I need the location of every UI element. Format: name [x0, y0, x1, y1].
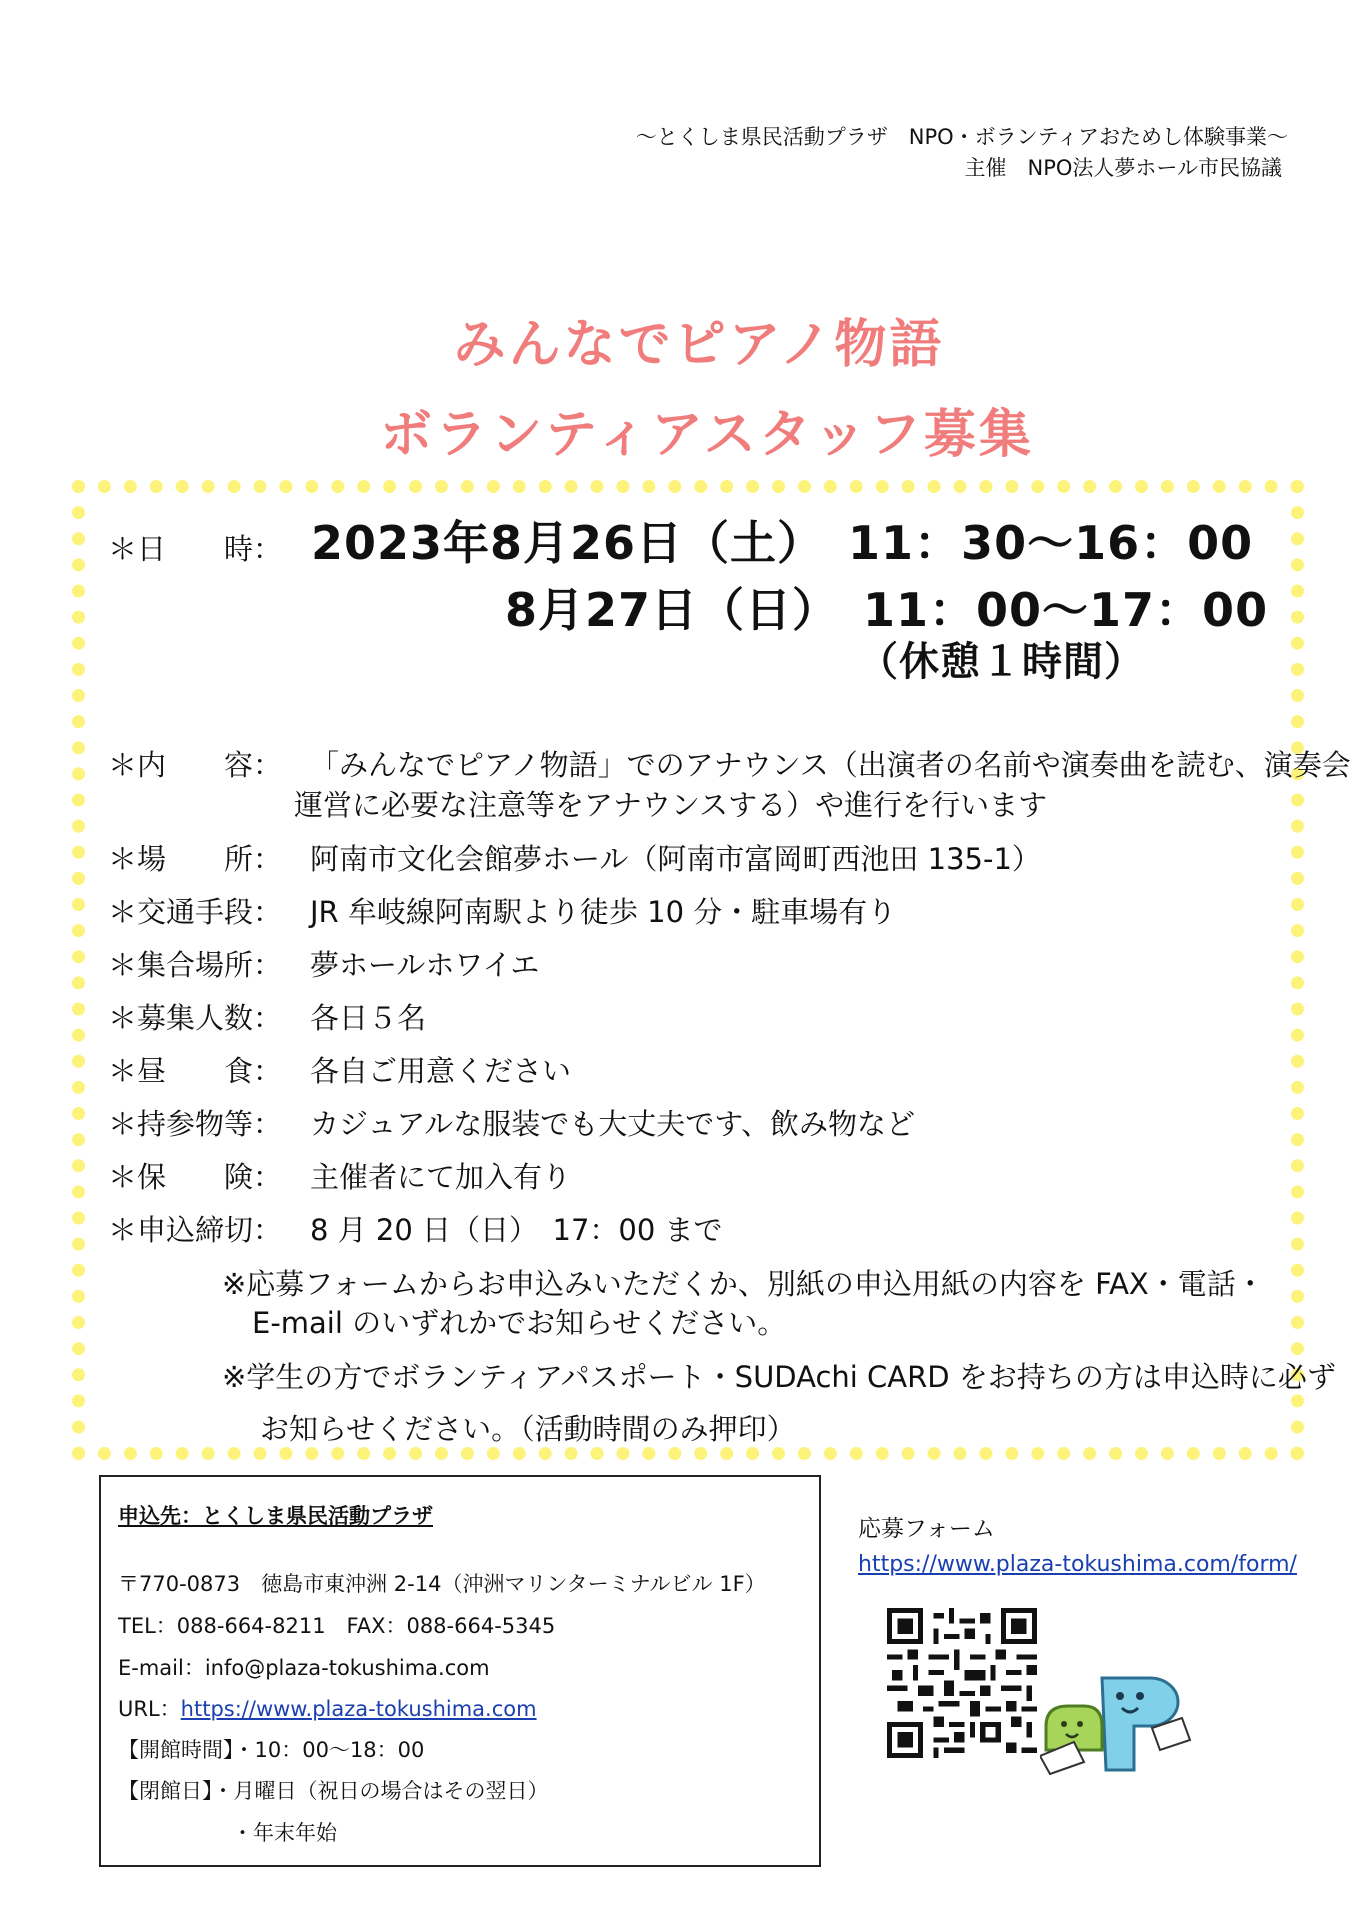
mascot-illustration	[1040, 1668, 1200, 1776]
qr-code-image[interactable]	[887, 1608, 1037, 1758]
contact-closed: 【閉館日】・月曜日（祝日の場合はその翌日）	[118, 1779, 549, 1803]
form-url-link[interactable]: https://www.plaza-tokushima.com/form/	[858, 1552, 1297, 1577]
note-student-2: お知らせください。（活動時間のみ押印）	[260, 1412, 796, 1446]
note-application-1: ※応募フォームからお申込みいただくか、別紙の申込用紙の内容を FAX・電話・	[222, 1267, 1265, 1301]
page-title: みんなでピアノ物語	[453, 315, 945, 375]
detail-label-insurance: ＊保 険：	[108, 1160, 283, 1194]
contact-hours: 【開館時間】・10：00～18：00	[118, 1738, 425, 1762]
detail-label-meeting-place: ＊集合場所：	[108, 948, 283, 982]
organizer-host: 主催 NPO法人夢ホール市民協議	[964, 156, 1282, 180]
page-subtitle: ボランティアスタッフ募集	[380, 405, 1034, 465]
note-application-2: E-mail のいずれかでお知らせください。	[252, 1306, 787, 1340]
detail-value-content-2: 運営に必要な注意等をアナウンスする）や進行を行います	[294, 788, 1048, 822]
detail-value-access: JR 牟岐線阿南駅より徒歩 10 分・駐車場有り	[310, 895, 897, 929]
detail-label-deadline: ＊申込締切：	[108, 1213, 283, 1247]
detail-value-place: 阿南市文化会館夢ホール（阿南市富岡町西池田 135-1）	[310, 842, 1041, 876]
contact-title: 申込先：とくしま県民活動プラザ	[118, 1504, 433, 1528]
contact-url-label: URL：	[118, 1697, 181, 1721]
contact-closed-2: ・年末年始	[232, 1821, 337, 1845]
detail-value-content: 「みんなでピアノ物語」でのアナウンス（出演者の名前や演奏曲を読む、演奏会	[310, 748, 1351, 782]
detail-label-lunch: ＊昼 食：	[108, 1054, 283, 1088]
contact-address: 〒770-0873 徳島市東沖洲 2-14（沖洲マリンターミナルビル 1F）	[118, 1572, 766, 1596]
datetime-day1: 2023年8月26日（土） 11：30～16：00	[311, 516, 1254, 570]
contact-url-row	[118, 1693, 537, 1723]
detail-label-capacity: ＊募集人数：	[108, 1001, 283, 1035]
note-student-1: ※学生の方でボランティアパスポート・SUDAchi CARD をお持ちの方は申込時に必ず	[222, 1360, 1336, 1394]
contact-url-link[interactable]: https://www.plaza-tokushima.com	[180, 1697, 537, 1721]
detail-value-deadline: 8 月 20 日（日） 17：00 まで	[310, 1213, 723, 1247]
detail-value-insurance: 主催者にて加入有り	[310, 1160, 572, 1194]
contact-email: E-mail：info@plaza-tokushima.com	[118, 1656, 490, 1680]
datetime-break: （休憩１時間）	[858, 639, 1145, 685]
form-label: 応募フォーム	[858, 1516, 995, 1542]
detail-value-meeting-place: 夢ホールホワイエ	[310, 948, 540, 982]
datetime-day2: 8月27日（日） 11：00～17：00	[505, 583, 1269, 637]
detail-value-belongings: カジュアルな服装でも大丈夫です、飲み物など	[310, 1107, 915, 1141]
contact-tel-fax: TEL：088-664-8211 FAX：088-664-5345	[118, 1614, 556, 1638]
organizer-subtitle: ～とくしま県民活動プラザ NPO・ボランティアおためし体験事業～	[635, 125, 1288, 149]
detail-label-content: ＊内 容：	[108, 748, 283, 782]
detail-label-place: ＊場 所：	[108, 842, 283, 876]
detail-value-lunch: 各自ご用意ください	[310, 1054, 572, 1088]
detail-value-capacity: 各日５名	[310, 1001, 427, 1035]
detail-label-belongings: ＊持参物等：	[108, 1107, 283, 1141]
datetime-label: ＊日 時：	[108, 532, 283, 566]
detail-label-access: ＊交通手段：	[108, 895, 283, 929]
